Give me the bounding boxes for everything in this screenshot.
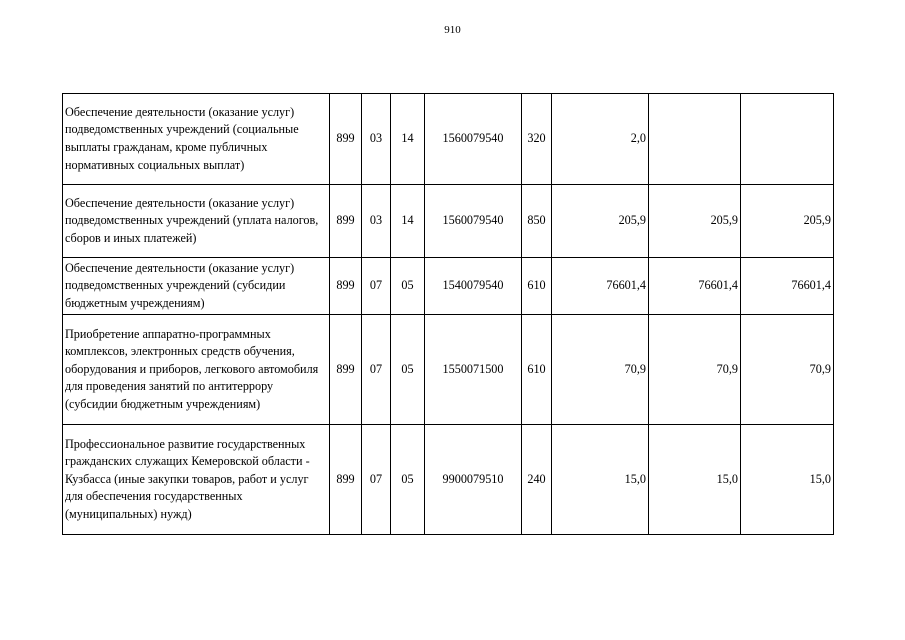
row-gr: 899 [330, 425, 362, 535]
row-vr: 320 [522, 94, 552, 185]
table-row [63, 258, 834, 315]
row-vr: 610 [522, 315, 552, 425]
row-year2-amount: 76601,4 [649, 258, 741, 315]
row-gr: 899 [330, 258, 362, 315]
row-year1-amount: 15,0 [552, 425, 649, 535]
table-row [63, 94, 834, 185]
budget-table [62, 93, 834, 535]
row-gr: 899 [330, 94, 362, 185]
row-year2-amount: 15,0 [649, 425, 741, 535]
row-year3-amount: 205,9 [741, 185, 834, 258]
row-year1-amount: 76601,4 [552, 258, 649, 315]
row-csr: 1560079540 [425, 94, 522, 185]
row-year2-amount [649, 94, 741, 185]
row-year3-amount: 76601,4 [741, 258, 834, 315]
row-vr: 240 [522, 425, 552, 535]
row-rz: 07 [362, 258, 391, 315]
row-name: Обеспечение деятельности (оказание услуг) подведомственных учреждений (уплата налогов, сборов и иных платежей) [63, 185, 330, 258]
table-row [63, 315, 834, 425]
row-pr: 05 [391, 258, 425, 315]
row-year1-amount: 205,9 [552, 185, 649, 258]
table-row [63, 185, 834, 258]
row-year3-amount [741, 94, 834, 185]
row-vr: 850 [522, 185, 552, 258]
row-vr: 610 [522, 258, 552, 315]
row-rz: 07 [362, 425, 391, 535]
row-name: Профессиональное развитие государственных гражданских служащих Кемеровской области - Кузбасса (иные закупки товаров, работ и услуг для обеспечения государственных (муниципальных) нужд) [63, 425, 330, 535]
row-year2-amount: 70,9 [649, 315, 741, 425]
row-pr: 05 [391, 425, 425, 535]
row-name: Обеспечение деятельности (оказание услуг) подведомственных учреждений (социальные выплаты гражданам, кроме публичных нормативных социальных выплат) [63, 94, 330, 185]
row-pr: 14 [391, 185, 425, 258]
row-year3-amount: 70,9 [741, 315, 834, 425]
row-name: Обеспечение деятельности (оказание услуг) подведомственных учреждений (субсидии бюджетным учреждениям) [63, 258, 330, 315]
row-rz: 07 [362, 315, 391, 425]
table-row [63, 425, 834, 535]
row-pr: 14 [391, 94, 425, 185]
row-year2-amount: 205,9 [649, 185, 741, 258]
row-rz: 03 [362, 185, 391, 258]
row-year1-amount: 2,0 [552, 94, 649, 185]
row-csr: 1560079540 [425, 185, 522, 258]
row-csr: 1540079540 [425, 258, 522, 315]
row-year3-amount: 15,0 [741, 425, 834, 535]
page-number: 910 [444, 24, 461, 36]
row-rz: 03 [362, 94, 391, 185]
row-gr: 899 [330, 315, 362, 425]
row-name: Приобретение аппаратно-программных комплексов, электронных средств обучения, оборудования и приборов, легкового автомобиля для проведения занятий по антитеррору (субсидии бюджетным учреждениям) [63, 315, 330, 425]
row-csr: 1550071500 [425, 315, 522, 425]
row-year1-amount: 70,9 [552, 315, 649, 425]
row-gr: 899 [330, 185, 362, 258]
row-csr: 9900079510 [425, 425, 522, 535]
row-pr: 05 [391, 315, 425, 425]
